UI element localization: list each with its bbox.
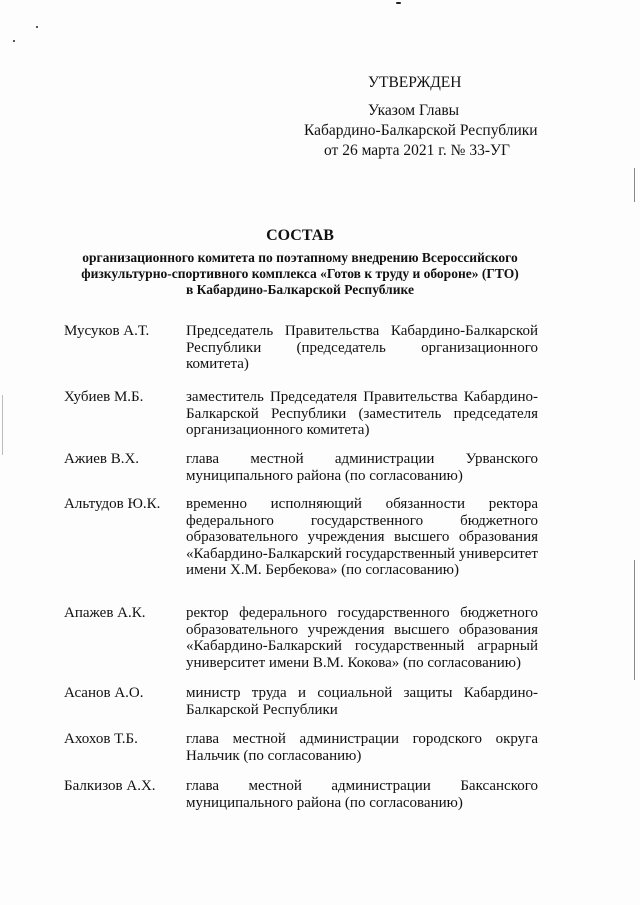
member-name: Хубиев М.Б. (64, 389, 144, 405)
member-name: Апажев А.К. (64, 605, 146, 621)
member-name: Балкизов А.Х. (64, 778, 156, 794)
approval-decree-line: Указом Главы (368, 102, 460, 119)
member-name: Ажиев В.Х. (64, 451, 140, 467)
member-role: Председатель Правительства Кабардино-Балкарской Республики (председатель организационного комитета) (186, 323, 538, 372)
heading-title: СОСТАВ (266, 227, 334, 244)
member-role: глава местной администрации Урванского муниципального района (по согласованию) (186, 451, 538, 484)
member-role: заместитель Председателя Правительства Кабардино-Балкарской Республики (заместитель председателя организационного комитета) (186, 389, 538, 438)
member-role: глава местной администрации Баксанского муниципального района (по согласованию) (186, 778, 538, 811)
member-role: министр труда и социальной защиты Кабардино-Балкарской Республики (186, 685, 538, 718)
approval-republic-line: Кабардино-Балкарской Республики (304, 122, 538, 139)
member-role: ректор федерального государственного бюджетного образовательного учреждения высшего образования «Кабардино-Балкарский государственный аграрный университет имени В.М. Кокова» (по согласованию) (186, 605, 538, 671)
member-role: временно исполняющий обязанности ректора федерального государственного бюджетного образовательного учреждения высшего образования «Кабардино-Балкарский государственный университет имени Х.М. Бербекова» (по согласованию) (186, 496, 538, 578)
member-name: Мусуков А.Т. (64, 323, 150, 339)
member-role: глава местной администрации городского округа Нальчик (по согласованию) (186, 731, 538, 764)
member-name: Альтудов Ю.К. (64, 496, 161, 512)
member-name: Асанов А.О. (64, 685, 144, 701)
member-name: Ахохов Т.Б. (64, 731, 138, 747)
approval-date-line: от 26 марта 2021 г. № 33-УГ (324, 142, 510, 159)
heading-subtitle: организационного комитета по поэтапному внедрению Всероссийского физкультурно-спортивного комплекса «Готов к труду и обороне» (ГТО) в Кабардино-Балкарской Республике (81, 250, 519, 297)
approval-title: УТВЕРЖДЕН (368, 74, 462, 91)
